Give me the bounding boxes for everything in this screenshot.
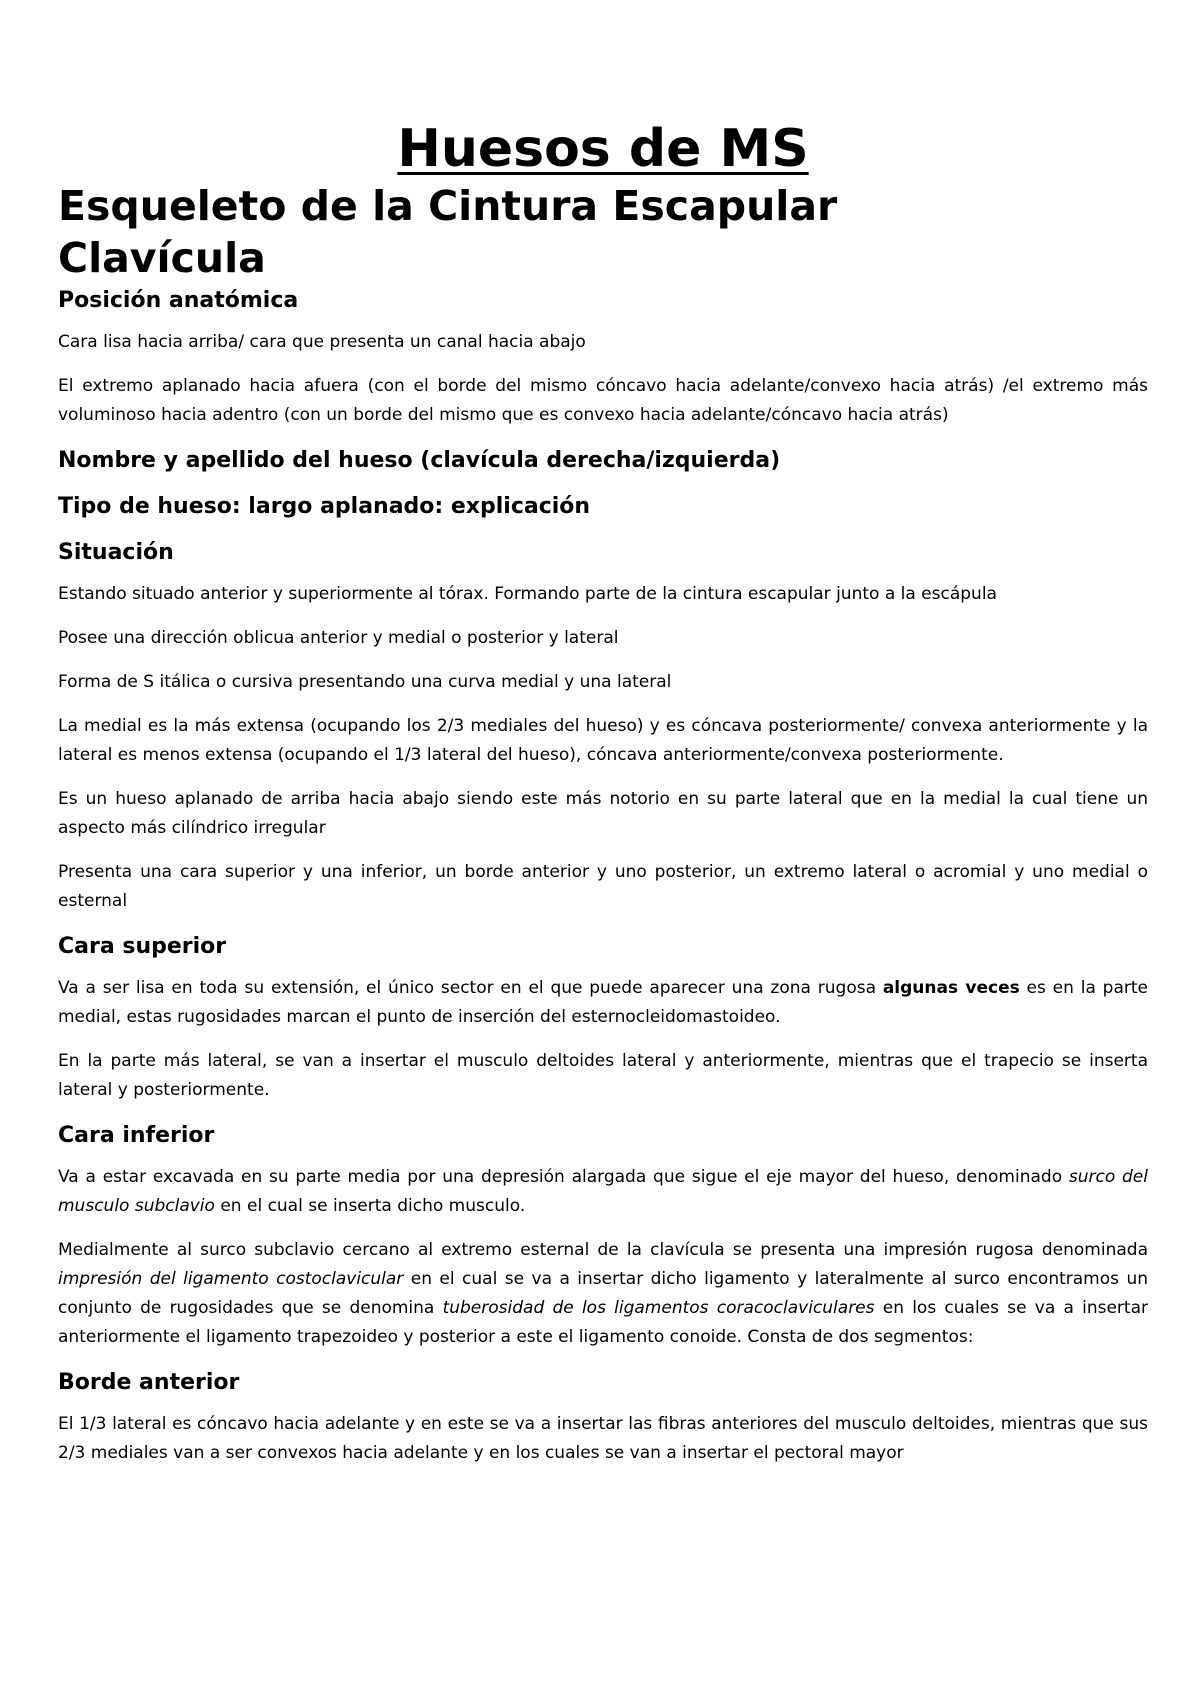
- document-page: [58, 118, 1148, 1468]
- posicion-paragraph-1: Cara lisa hacia arriba/ cara que presenta un canal hacia abajo: [58, 332, 586, 352]
- document-title: Huesos de MS: [397, 119, 809, 179]
- cara-inferior-paragraph-1: [58, 1163, 1148, 1221]
- posicion-heading: Posición anatómica: [58, 288, 299, 313]
- text-run: en los cuales se va a insertar anteriormente el ligamento trapezoideo y posterior a este el ligamento conoide. Consta de dos segmentos:: [58, 1298, 1148, 1347]
- italic-text-run: tuberosidad de los ligamentos coracoclaviculares: [442, 1298, 875, 1318]
- text-run: Medialmente al surco subclavio cercano al extremo esternal de la clavícula se presenta una impresión rugosa denominada: [58, 1240, 1148, 1260]
- bold-text-run: algunas veces: [882, 978, 1020, 998]
- situacion-paragraph-5: Es un hueso aplanado de arriba hacia abajo siendo este más notorio en su parte lateral que en la medial la cual tiene un aspecto más cilíndrico irregular: [58, 789, 1148, 838]
- text-run: en el cual se inserta dicho musculo.: [214, 1196, 526, 1216]
- text-run: Va a estar excavada en su parte media por una depresión alargada que sigue el eje mayor del hueso, denominado: [58, 1167, 1069, 1187]
- section-heading: Esqueleto de la Cintura Escapular: [58, 182, 838, 230]
- text-run: es en la parte medial, estas rugosidades marcan el punto de inserción del esternocleidomastoideo.: [58, 978, 1148, 1027]
- borde-anterior-heading: Borde anterior: [58, 1370, 240, 1395]
- text-run: en el cual se va a insertar dicho ligamento y lateralmente al surco encontramos un conjunto de rugosidades que se denomina: [58, 1269, 1148, 1318]
- bone-heading: Clavícula: [58, 234, 266, 282]
- situacion-paragraph-2: Posee una dirección oblicua anterior y medial o posterior y lateral: [58, 628, 619, 648]
- italic-text-run: surco del musculo subclavio: [58, 1167, 1148, 1216]
- situacion-paragraph-3: Forma de S itálica o cursiva presentando una curva medial y una lateral: [58, 672, 672, 692]
- situacion-paragraph-6: Presenta una cara superior y una inferior, un borde anterior y uno posterior, un extremo lateral o acromial y uno medial o esternal: [58, 862, 1148, 911]
- situacion-heading: Situación: [58, 540, 174, 565]
- cara-superior-paragraph-1: [58, 974, 1148, 1032]
- situacion-paragraph-4: La medial es la más extensa (ocupando los 2/3 mediales del hueso) y es cóncava posteriormente/ convexa anteriormente y la lateral es menos extensa (ocupando el 1/3 lateral del hueso), cóncava anteriormente/convexa posteriormente.: [58, 716, 1148, 765]
- cara-superior-heading: Cara superior: [58, 934, 227, 959]
- cara-superior-paragraph-2: En la parte más lateral, se van a insertar el musculo deltoides lateral y anteriormente, mientras que el trapecio se inserta lateral y posteriormente.: [58, 1051, 1148, 1100]
- cara-inferior-paragraph-2: [58, 1236, 1148, 1352]
- posicion-paragraph-2: El extremo aplanado hacia afuera (con el borde del mismo cóncavo hacia adelante/convexo hacia atrás) /el extremo más voluminoso hacia adentro (con un borde del mismo que es convexo hacia adelante/cóncavo hacia atrás): [58, 376, 1148, 425]
- cara-inferior-heading: Cara inferior: [58, 1123, 215, 1148]
- situacion-paragraph-1: Estando situado anterior y superiormente al tórax. Formando parte de la cintura escapular junto a la escápula: [58, 584, 997, 604]
- italic-text-run: impresión del ligamento costoclavicular: [58, 1269, 404, 1289]
- borde-anterior-paragraph-1: El 1/3 lateral es cóncavo hacia adelante y en este se va a insertar las fibras anteriores del musculo deltoides, mientras que sus 2/3 mediales van a ser convexos hacia adelante y en los cuales se van a insertar el pectoral mayor: [58, 1414, 1148, 1463]
- text-run: Va a ser lisa en toda su extensión, el único sector en el que puede aparecer una zona rugosa: [58, 978, 883, 998]
- nombre-heading: Nombre y apellido del hueso (clavícula derecha/izquierda): [58, 448, 781, 473]
- tipo-heading: Tipo de hueso: largo aplanado: explicación: [58, 494, 591, 519]
